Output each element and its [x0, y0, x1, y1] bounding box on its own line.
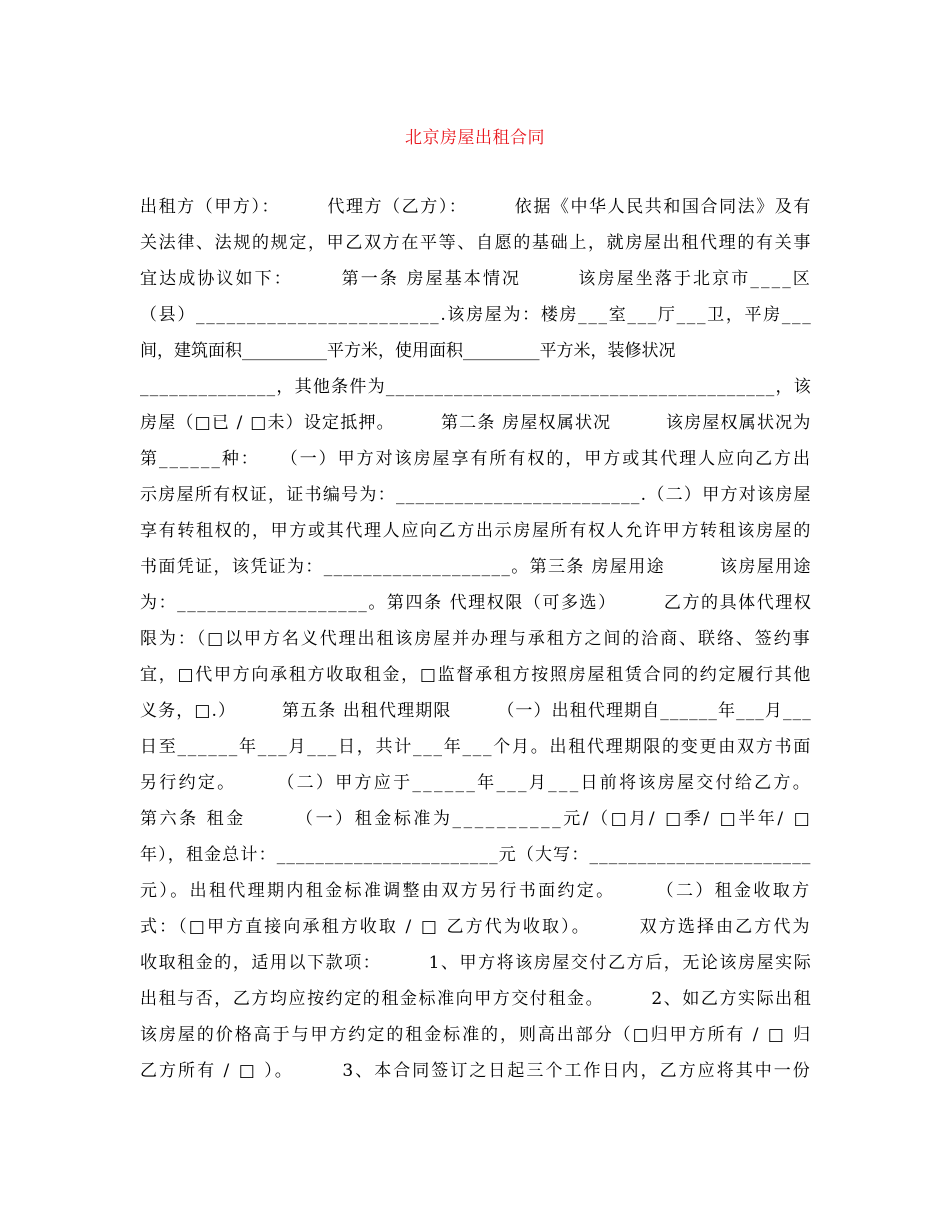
body-line: 收取租金的，适用以下款项： 1、甲方将该房屋交付乙方后，无论该房屋实际 — [140, 953, 813, 973]
body-line: 出租方（甲方）： 代理方（乙方）： 依据《中华人民共和国合同法》及有 — [140, 197, 812, 217]
body-line: 第______种： （一）甲方对该房屋享有所有权的，甲方或其代理人应向乙方出 — [140, 449, 812, 469]
body-line: 为：___________________。第四条 代理权限（可多选） 乙方的具体代理权 — [140, 593, 813, 613]
body-line: 出租与否，乙方均应按约定的租金标准向甲方交付租金。 2、如乙方实际出租 — [140, 989, 813, 1009]
body-line: 该房屋的价格高于与甲方约定的租金标准的，则高出部分（□归甲方所有 / □ 归 — [140, 1025, 813, 1045]
body-line: 日至______年___月___日，共计___年___个月。出租代理期限的变更由双方书面 — [140, 737, 812, 757]
body-line: 宜，□代甲方向承租方收取租金，□监督承租方按照房屋租赁合同的约定履行其他 — [140, 665, 813, 685]
body-line: 房屋（□已 / □未）设定抵押。 第二条 房屋权属状况 该房屋权属状况为 — [140, 413, 812, 433]
body-line: 另行约定。 （二）甲方应于______年___月___日前将该房屋交付给乙方。 — [140, 773, 812, 793]
body-line: 享有转租权的，甲方或其代理人应向乙方出示房屋所有权人允许甲方转租该房屋的 — [140, 521, 812, 541]
body-line: 第六条 租金 （一）租金标准为__________元/（□月/ □季/ □半年/ □ — [140, 809, 813, 829]
body-line: 间，建筑面积__________平方米，使用面积_________平方米，装修状况 — [140, 341, 676, 361]
body-line: 式：（□甲方直接向承租方收取 / □ 乙方代为收取）。 双方选择由乙方代为 — [140, 917, 812, 937]
body-line: 宜达成协议如下： 第一条 房屋基本情况 该房屋坐落于北京市____区 — [140, 269, 812, 289]
body-line: 限为：（□以甲方名义代理出租该房屋并办理与承租方之间的洽商、联络、签约事 — [140, 629, 812, 649]
body-line: 书面凭证，该凭证为：___________________。第三条 房屋用途 该房屋用途 — [140, 557, 812, 577]
body-line: ______________，其他条件为________________________________________，该 — [140, 377, 812, 397]
body-line: 义务，□.） 第五条 出租代理期限 （一）出租代理期自______年___月___ — [140, 701, 812, 721]
body-line: 年），租金总计：_______________________元（大写：_______________________ — [140, 845, 812, 865]
body-line: 元）。出租代理期内租金标准调整由双方另行书面约定。 （二）租金收取方 — [140, 881, 812, 901]
body-line: （县）________________________.该房屋为：楼房___室___厅___卫，平房___ — [140, 305, 813, 325]
document-title: 北京房屋出租合同 — [405, 128, 545, 148]
body-line: 乙方所有 / □ ）。 3、本合同签订之日起三个工作日内，乙方应将其中一份 — [140, 1061, 812, 1081]
body-line: 示房屋所有权证，证书编号为：_________________________.（二）甲方对该房屋 — [140, 485, 812, 505]
body-line: 关法律、法规的规定，甲乙双方在平等、自愿的基础上，就房屋出租代理的有关事 — [140, 233, 812, 253]
